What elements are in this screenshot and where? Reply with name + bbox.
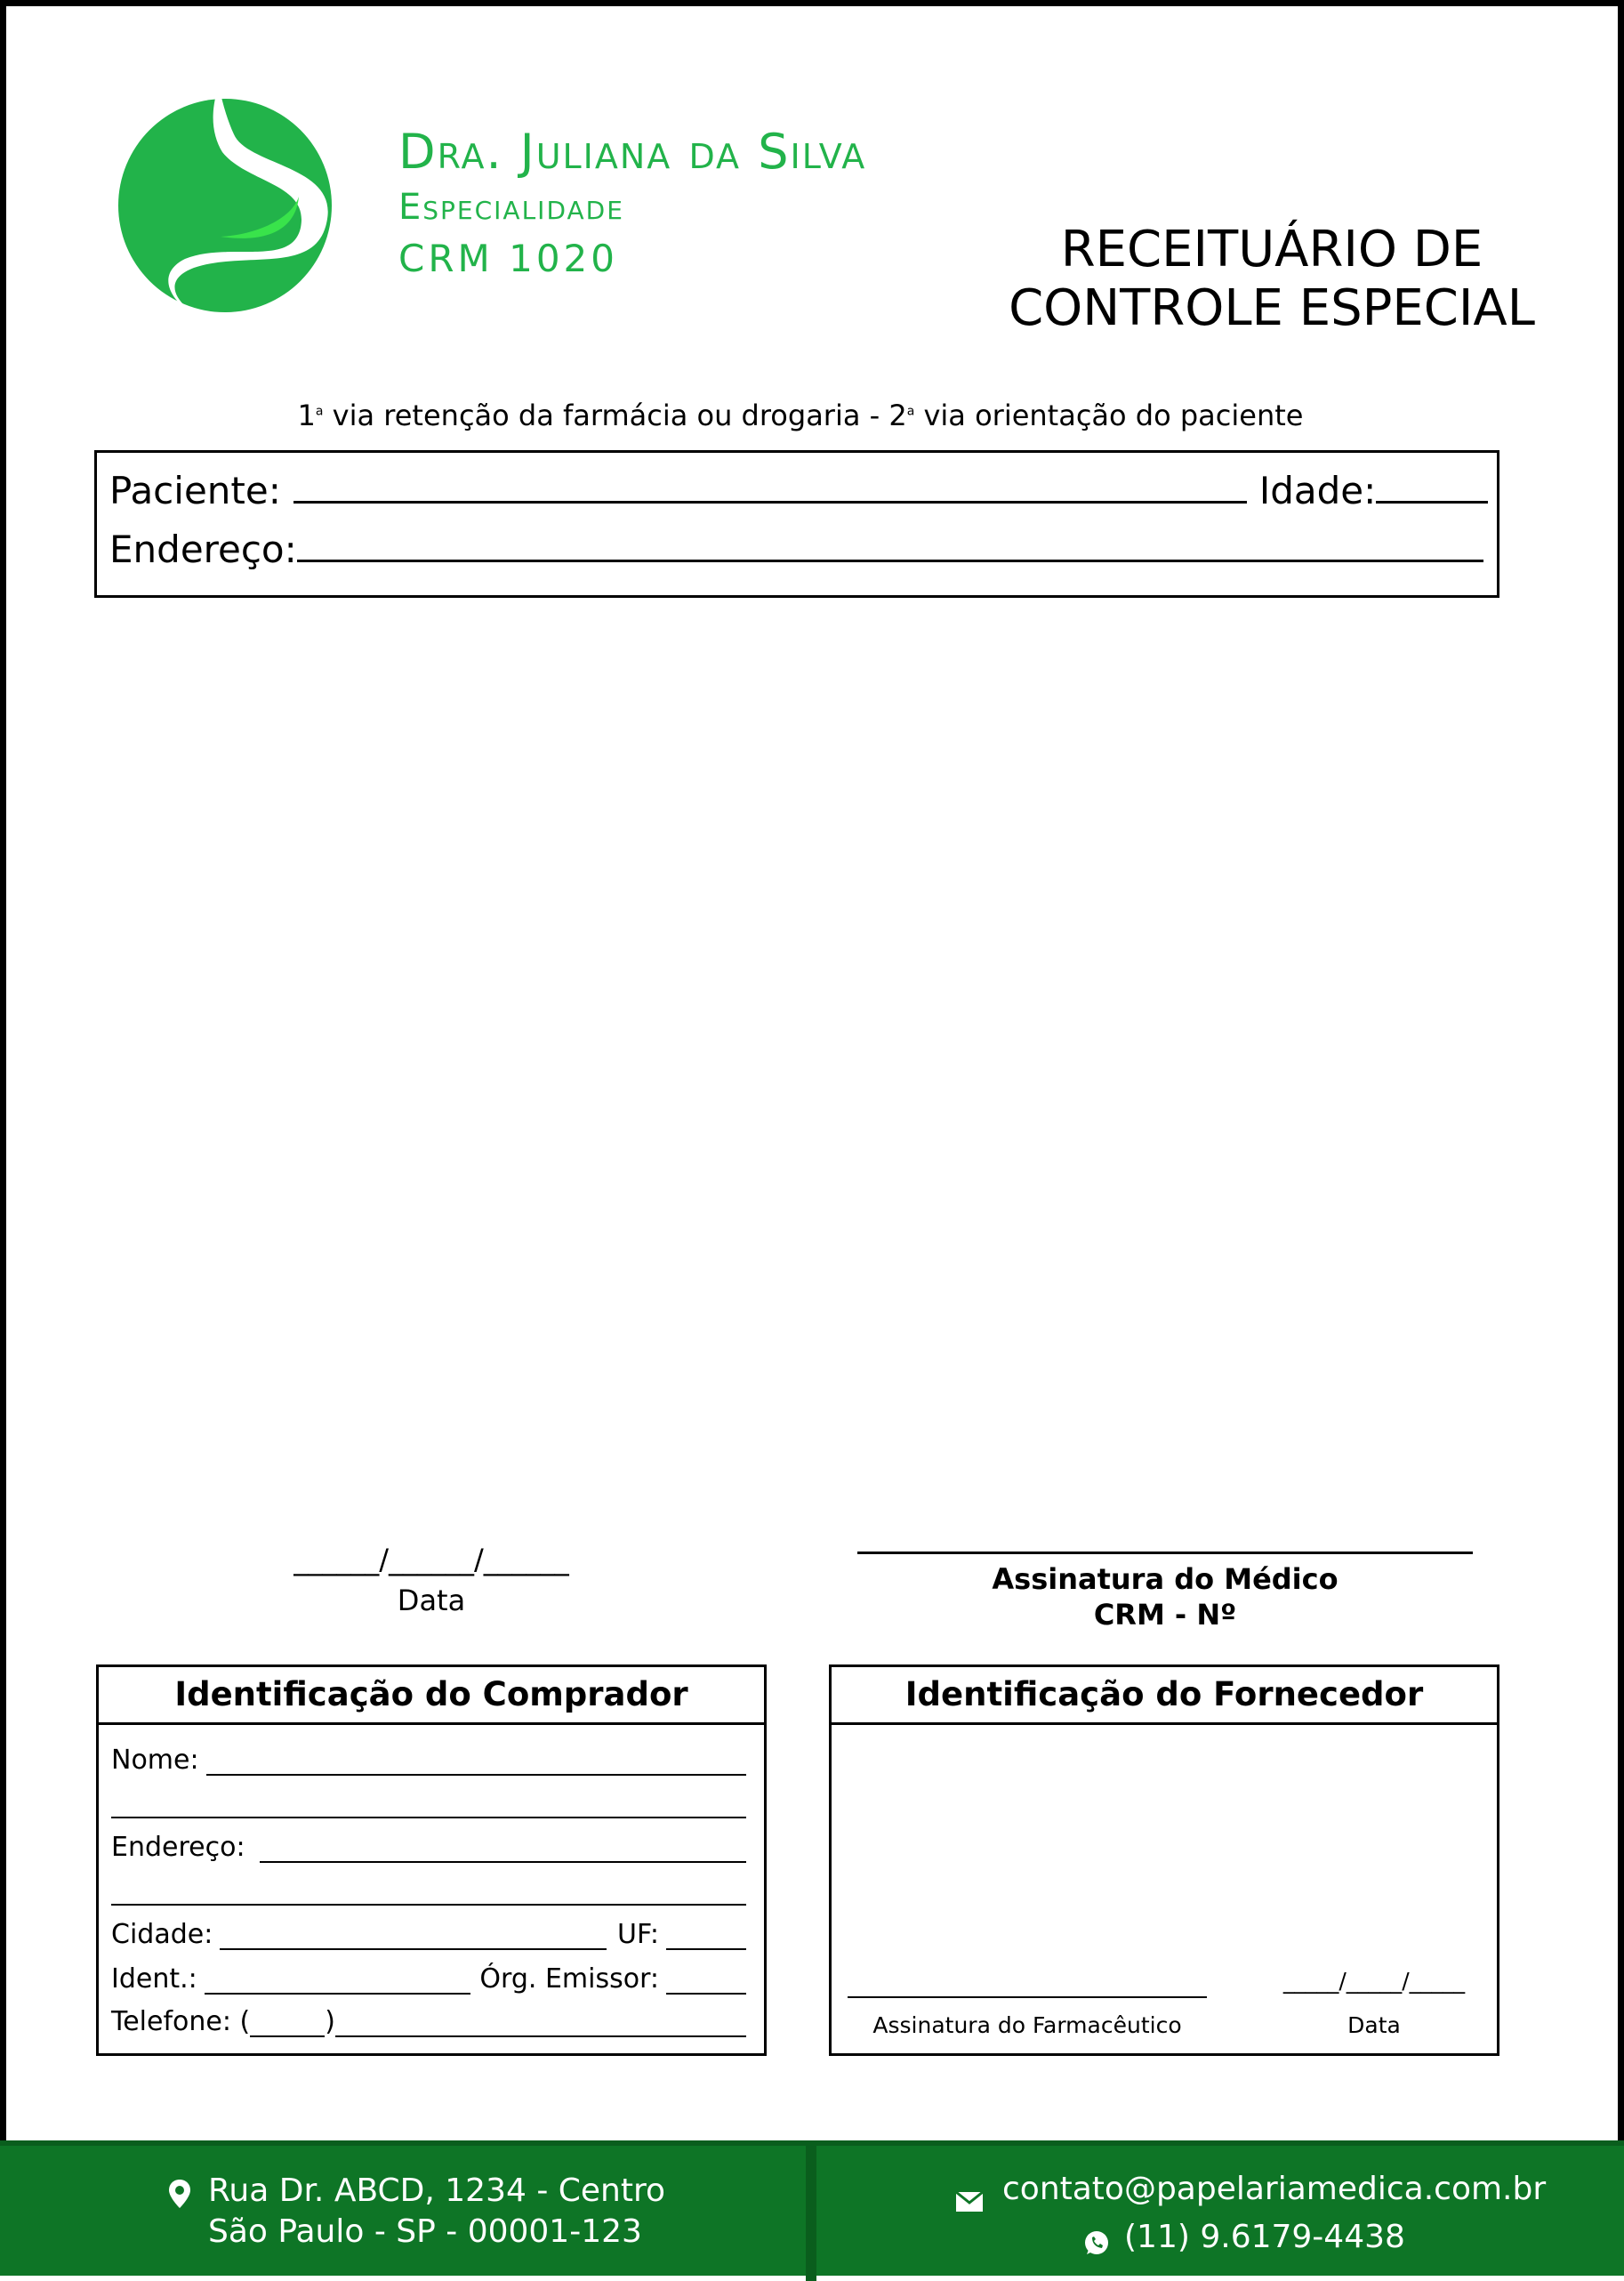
buyer-name-label: Nome:: [111, 1745, 199, 1776]
age-field[interactable]: [1376, 471, 1488, 504]
via-second-sup: a: [906, 404, 915, 419]
patient-box: [94, 450, 1499, 598]
supplier-box: [829, 1664, 1499, 2056]
pharmacist-signature-label: Assinatura do Farmacêutico: [872, 2012, 1182, 2038]
buyer-city-field[interactable]: [220, 1922, 607, 1950]
map-pin-icon: [169, 2178, 190, 2219]
buyer-name-row: [111, 1740, 746, 1776]
footer: [0, 2140, 1624, 2276]
doctor-name: Dra. Juliana da Silva: [398, 124, 867, 180]
via-first-text: via retenção da farmácia ou drogaria -: [323, 399, 889, 432]
pharmacist-signature-line[interactable]: [848, 1996, 1207, 1998]
doctor-crm: CRM 1020: [398, 237, 618, 280]
buyer-city-label: Cidade:: [111, 1919, 213, 1950]
age-label: Idade:: [1258, 469, 1377, 512]
buyer-uf-field[interactable]: [666, 1922, 746, 1950]
buyer-ident-row: [111, 1959, 746, 1995]
buyer-phone-area-field[interactable]: [250, 2009, 325, 2037]
doctor-crm-label: CRM - Nº: [1093, 1598, 1237, 1632]
form-title-line1: RECEITUÁRIO DE: [1060, 221, 1483, 278]
via-second-text: via orientação do paciente: [914, 399, 1304, 432]
footer-address-line2: São Paulo - SP - 00001-123: [208, 2213, 642, 2250]
buyer-uf-label: UF:: [617, 1919, 659, 1950]
footer-email[interactable]: contato@papelariamedica.com.br: [1002, 2171, 1547, 2207]
envelope-icon: [956, 2181, 983, 2222]
form-title-line2: CONTROLE ESPECIAL: [1009, 279, 1535, 337]
doctor-signature: [854, 1552, 1476, 1632]
buyer-name-field-2[interactable]: [111, 1790, 746, 1818]
doctor-signature-line[interactable]: [857, 1552, 1473, 1554]
footer-email-row: [956, 2169, 1546, 2210]
footer-address: [169, 2171, 665, 2253]
supplier-date-blank[interactable]: _____/_____/_____: [1282, 1968, 1466, 1994]
footer-phone[interactable]: (11) 9.6179-4438: [1124, 2219, 1405, 2255]
buyer-phone-row: [111, 2002, 746, 2037]
buyer-title: Identificação do Comprador: [99, 1667, 764, 1725]
buyer-name-row-2: [111, 1783, 746, 1818]
via-instruction: [89, 399, 1512, 432]
patient-label: Paciente:: [109, 469, 281, 512]
buyer-orgao-field[interactable]: [666, 1966, 746, 1995]
patient-row: [109, 469, 1488, 513]
patient-name-field[interactable]: [293, 471, 1247, 504]
address-field[interactable]: [297, 529, 1483, 562]
doctor-info: [398, 123, 866, 285]
buyer-phone-label: Telefone: (: [111, 2006, 251, 2037]
footer-phone-row: [1083, 2217, 1405, 2258]
via-first-num: 1: [297, 399, 316, 432]
supplier-title: Identificação do Fornecedor: [832, 1667, 1497, 1725]
clinic-logo: [114, 85, 336, 326]
buyer-ident-label: Ident.:: [111, 1963, 197, 1995]
whatsapp-icon: [1083, 2226, 1110, 2267]
supplier-date-label: Data: [1347, 2012, 1401, 2038]
address-row: [109, 528, 1483, 572]
doctor-signature-label: Assinatura do Médico: [992, 1562, 1339, 1596]
footer-divider: [806, 2146, 816, 2281]
buyer-orgao-label: Órg. Emissor:: [479, 1963, 659, 1995]
buyer-box: [96, 1664, 767, 2056]
date-label: Data: [397, 1584, 466, 1617]
address-label: Endereço:: [109, 528, 297, 571]
buyer-ident-field[interactable]: [205, 1966, 471, 1995]
footer-address-line1: Rua Dr. ABCD, 1234 - Centro: [208, 2172, 666, 2209]
buyer-address-row: [111, 1827, 746, 1863]
prescription-date: [285, 1543, 578, 1617]
buyer-phone-field[interactable]: [335, 2009, 746, 2037]
buyer-address-row-2: [111, 1870, 746, 1906]
buyer-name-field[interactable]: [206, 1747, 746, 1776]
buyer-city-row: [111, 1914, 746, 1950]
doctor-specialty: Especialidade: [398, 187, 624, 228]
via-second-num: 2: [888, 399, 907, 432]
form-title: [978, 221, 1565, 338]
buyer-address-field[interactable]: [260, 1834, 746, 1863]
buyer-address-field-2[interactable]: [111, 1877, 746, 1906]
via-first-sup: a: [315, 404, 324, 419]
buyer-phone-close: ): [325, 2006, 335, 2037]
buyer-address-label: Endereço:: [111, 1832, 245, 1863]
date-blank[interactable]: ______/______/______: [293, 1543, 569, 1576]
prescription-area[interactable]: [94, 614, 1499, 1521]
